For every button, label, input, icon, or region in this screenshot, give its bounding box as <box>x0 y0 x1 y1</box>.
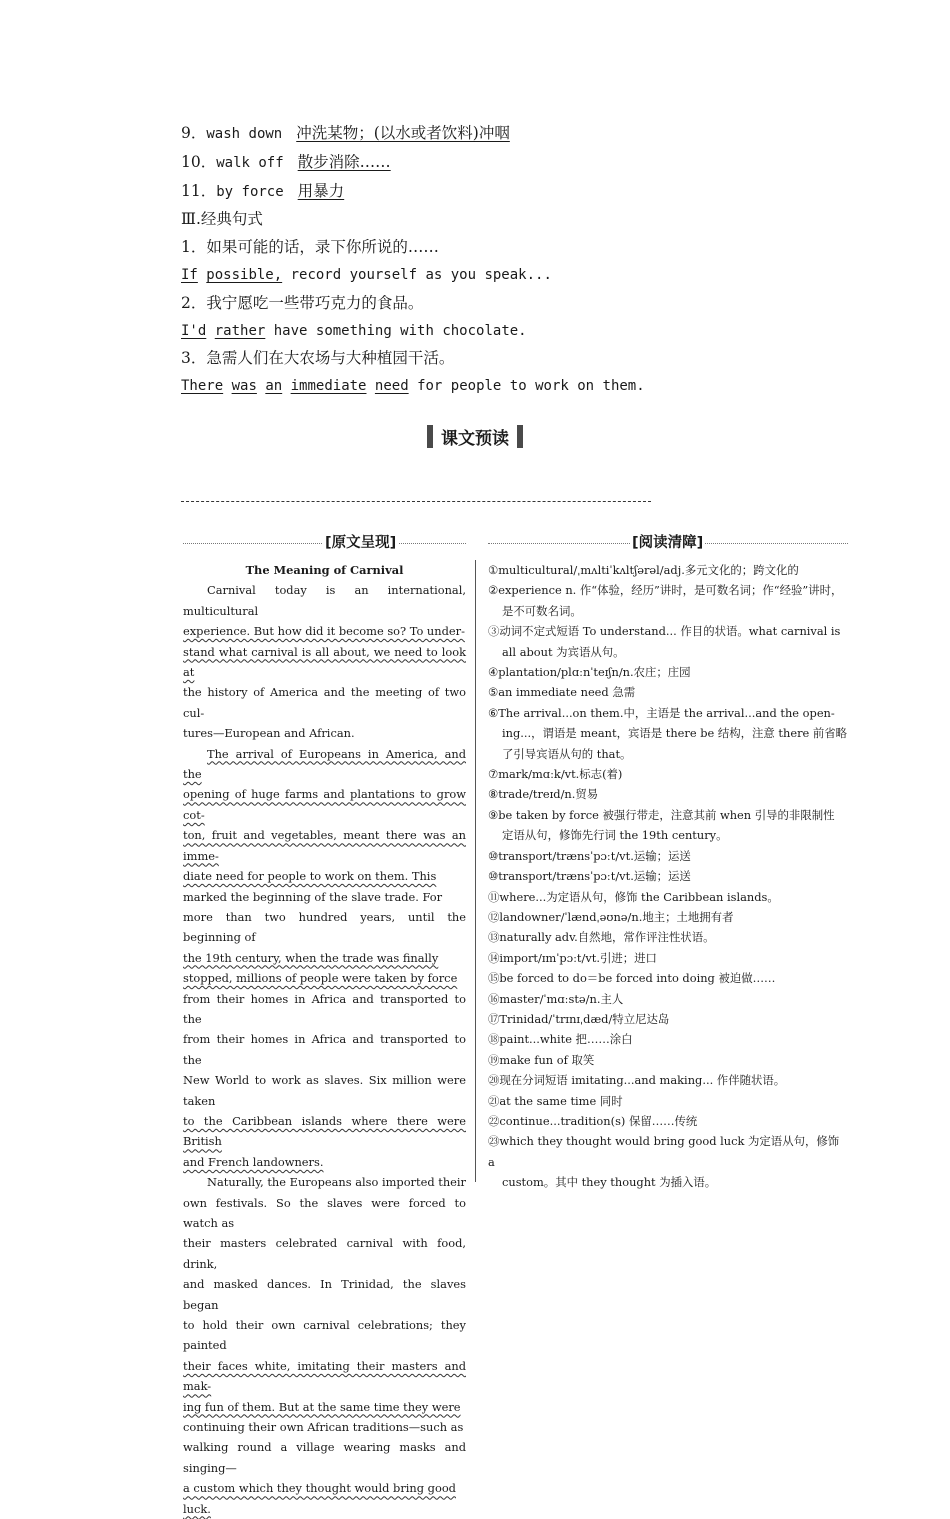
dashed-divider <box>181 501 651 502</box>
note-line: 定语从句，修饰先行词 the 19th century。 <box>502 828 728 843</box>
article-line: from their homes in Africa and transported to the <box>183 991 466 1026</box>
answer-blank: If <box>181 266 198 283</box>
right-column-label <box>488 531 848 553</box>
note-line: ⑯master/ˈmɑːstə/n.主人 <box>488 991 624 1006</box>
note-line: ⑥The arrival...on them.中，主语是 the arrival...and the open- <box>488 705 835 720</box>
note-line: ⑳现在分词短语 imitating...and making... 作伴随状语。 <box>488 1073 786 1088</box>
article-line: walking round a village wearing masks and singing— <box>183 1440 466 1475</box>
note-line: ㉓which they thought would bring good luck 为定语从句，修饰 a <box>488 1134 840 1169</box>
article-line: the 19th century, when the trade was finally <box>183 950 439 965</box>
answer-blank: immediate <box>290 378 367 395</box>
article-line: Carnival today is an international, multicultural <box>183 583 466 618</box>
note-line: ⑩transport/trænsˈpɔːt/vt.运输；运送 <box>488 848 691 863</box>
left-column-label <box>183 531 466 553</box>
section-heading-text: 课文预读 <box>441 429 509 449</box>
phrase-english: walk off <box>216 154 284 171</box>
article-line: and masked dances. In Trinidad, the slaves began <box>183 1277 466 1312</box>
article-line: luck. <box>183 1501 211 1516</box>
phrase-chinese: 用暴力 <box>297 181 345 200</box>
note-line: ⑱paint...white 把……涂白 <box>488 1032 633 1047</box>
article-line: stand what carnival is all about, we need to look at <box>183 644 466 680</box>
right-label-text: [阅读清障] <box>630 531 705 552</box>
article-line: ing fun of them. But at the same time they were <box>183 1399 461 1414</box>
phrase-number: 9． <box>181 124 207 142</box>
phrase-number: 10． <box>181 152 217 171</box>
note-line: ⑦mark/mɑːk/vt.标志(着) <box>488 767 623 782</box>
article-line: from their homes in Africa and transported to the <box>183 1032 466 1067</box>
phrase-chinese: 散步消除…… <box>297 152 391 171</box>
article-line: their masters celebrated carnival with food, drink, <box>183 1236 466 1271</box>
left-label-text: [原文呈现] <box>323 531 398 552</box>
note-line: ⑪where...为定语从句，修饰 the Caribbean islands。 <box>488 889 779 904</box>
note-line: ②experience n. 作“体验，经历”讲时，是可数名词；作“经验”讲时， <box>488 583 843 598</box>
answer-blank: possible, <box>206 266 283 283</box>
note-line: ⑭import/ɪmˈpɔːt/vt.引进；进口 <box>488 950 657 965</box>
article-column <box>183 560 466 1519</box>
note-line: custom。其中 they thought 为插入语。 <box>502 1175 717 1190</box>
article-line: continuing their own African traditions—such as <box>183 1420 464 1435</box>
note-line: ㉒continue...tradition(s) 保留……传统 <box>488 1113 698 1128</box>
note-line: all about 为宾语从句。 <box>502 644 625 659</box>
article-body <box>183 580 466 1519</box>
article-line: more than two hundred years, until the beginning of <box>183 909 466 945</box>
answer-rest: record yourself as you speak... <box>290 266 552 283</box>
note-line: ③动词不定式短语 To understand... 作目的状语。what carnival is <box>488 624 841 639</box>
article-line: a custom which they thought would bring good <box>183 1481 456 1496</box>
article-line: tures—European and African. <box>183 726 355 741</box>
answer-blank: an <box>265 378 283 395</box>
phrase-number: 11． <box>181 181 217 200</box>
notes-column <box>488 560 848 1193</box>
note-line: ⑲make fun of 取笑 <box>488 1052 595 1067</box>
column-divider <box>475 560 476 1182</box>
phrase-item <box>181 120 861 149</box>
answer-blank: rather <box>214 322 266 339</box>
article-line: diate need for people to work on them. This <box>183 869 437 884</box>
note-line: ①multicultural/ˌmʌltiˈkʌltʃərəl/adj.多元文化的；跨文化的 <box>488 563 799 577</box>
note-line: ⑨be taken by force 被强行带走，注意其前 when 引导的非限制性 <box>488 807 835 822</box>
article-line: to the Caribbean islands where there were British <box>183 1113 466 1149</box>
phrase-item <box>181 149 861 178</box>
article-line: stopped, millions of people were taken by force <box>183 971 458 986</box>
answer-rest: have something with chocolate. <box>273 322 527 339</box>
answer-blank: need <box>374 378 409 395</box>
article-line: the history of America and the meeting of two cul- <box>183 685 466 720</box>
note-line: ing...，谓语是 meant，宾语是 there be 结构，注意 there 前省略 <box>502 726 848 741</box>
answer-rest: for people to work on them. <box>417 378 645 395</box>
phrase-chinese: 冲洗某物；(以水或者饮料)冲咽 <box>296 124 510 142</box>
exercise-section <box>181 120 861 401</box>
note-line: ⑤an immediate need 急需 <box>488 685 636 700</box>
answer-blank: was <box>231 378 257 395</box>
note-line: 是不可数名词。 <box>502 603 582 618</box>
note-line: ⑩transport/trænsˈpɔːt/vt.运输；运送 <box>488 869 691 884</box>
answer-blank: I'd <box>181 322 207 339</box>
note-line: 了引导宾语从句的 that。 <box>502 746 632 761</box>
sentence-prompt: 3．急需人们在大农场与大种植园干活。 <box>181 349 455 368</box>
answer-blank: There <box>181 378 224 395</box>
section-heading <box>0 424 950 449</box>
article-line: marked the beginning of the slave trade. For <box>183 889 443 904</box>
sentence-prompt: 1．如果可能的话，录下你所说的…… <box>181 238 439 257</box>
article-line: experience. But how did it become so? To under- <box>183 624 465 639</box>
heading-bar-left <box>427 425 433 448</box>
note-line: ⑧trade/treɪd/n.贸易 <box>488 787 599 802</box>
article-line: and French landowners. <box>183 1154 324 1169</box>
sentence-prompt: 2．我宁愿吃一些带巧克力的食品。 <box>181 293 424 312</box>
article-title: The Meaning of Carnival <box>245 563 404 577</box>
article-line: New World to work as slaves. Six million were taken <box>183 1073 466 1108</box>
phrase-item <box>181 178 861 207</box>
note-line: ⑬naturally adv.自然地，常作评注性状语。 <box>488 930 715 945</box>
section-title: Ⅲ.经典句式 <box>181 210 263 229</box>
article-line: The arrival of Europeans in America, and the <box>183 746 466 782</box>
article-line: own festivals. So the slaves were forced to watch as <box>183 1195 466 1230</box>
article-line: their faces white, imitating their masters and mak- <box>183 1358 466 1394</box>
note-line: ⑫landowner/ˈlændˌəʊnə/n.地主；土地拥有者 <box>488 909 734 924</box>
article-line: Naturally, the Europeans also imported their <box>207 1175 466 1190</box>
phrase-english: wash down <box>206 126 283 142</box>
sentence-answer <box>181 318 861 346</box>
heading-bar-right <box>517 425 523 448</box>
note-line: ⑰Trinidad/ˈtrɪnɪˌdæd/特立尼达岛 <box>488 1011 670 1026</box>
sentence-answer <box>181 262 861 290</box>
article-line: to hold their own carnival celebrations; they painted <box>183 1318 466 1353</box>
note-line: ⑮be forced to do＝be forced into doing 被迫做…… <box>488 971 776 986</box>
phrase-english: by force <box>216 183 284 200</box>
article-line: opening of huge farms and plantations to grow cot- <box>183 787 466 822</box>
sentence-answer <box>181 373 861 401</box>
note-line: ④plantation/plɑːnˈteɪʃn/n.农庄；庄园 <box>488 665 691 680</box>
article-line: ton, fruit and vegetables, meant there was an imme- <box>183 828 466 863</box>
note-line: ㉑at the same time 同时 <box>488 1093 623 1108</box>
